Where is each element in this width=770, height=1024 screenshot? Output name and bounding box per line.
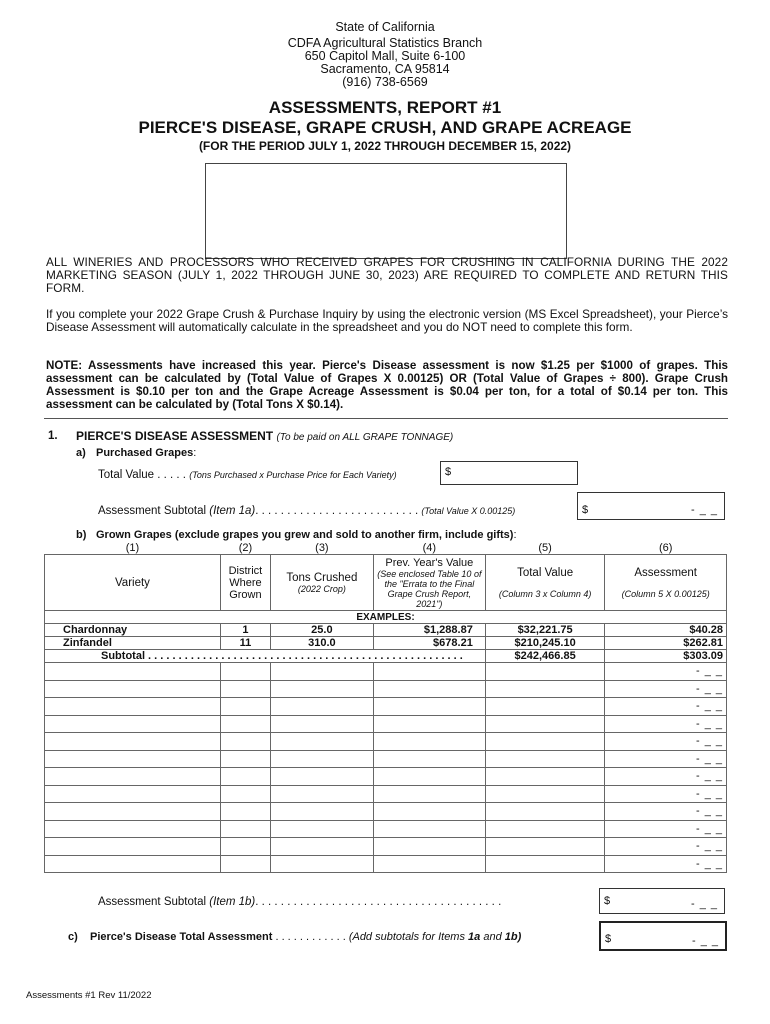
total-assessment-amount: - _ _ bbox=[691, 935, 719, 947]
entry-cell[interactable] bbox=[220, 733, 270, 751]
entry-cell[interactable] bbox=[220, 715, 270, 733]
entry-row[interactable] bbox=[45, 785, 727, 803]
col-district: District Where Grown bbox=[220, 555, 270, 611]
subtotal-1a-label: Assessment Subtotal bbox=[98, 505, 207, 517]
entry-cell[interactable] bbox=[270, 698, 373, 716]
example-prev: $1,288.87 bbox=[373, 624, 485, 637]
entry-cell[interactable] bbox=[270, 733, 373, 751]
subtotal-1a-dots: . . . . . . . . . . . . . . . . . . . . . . . . . . bbox=[255, 505, 419, 517]
entry-cell[interactable] bbox=[485, 680, 605, 698]
example-row bbox=[45, 624, 727, 637]
assessment-note: NOTE: Assessments have increased this year. Pierce's Disease assessment is now $1.25 per $1000 of grapes. This assessment can be calculated by (Total Value of Grapes X 0.00125) OR (Total Value of Grapes ÷ 800). Grape Crush Assessment is $0.10 per ton and the Grape Acreage Assessment is $0.04 per ton, for a total of $0.14 per ton. This assessment can be calculated by (Total Tons X $0.14). bbox=[46, 359, 728, 411]
entry-assessment-cell[interactable]: - _ _ bbox=[605, 785, 727, 803]
item-b-label: b) bbox=[76, 529, 87, 541]
entry-cell[interactable] bbox=[270, 855, 373, 873]
entry-cell[interactable] bbox=[220, 820, 270, 838]
entry-assessment-cell[interactable]: - _ _ bbox=[605, 820, 727, 838]
entry-cell[interactable] bbox=[270, 680, 373, 698]
col-assess bbox=[605, 555, 727, 611]
example-subtotal-total: $242,466.85 bbox=[485, 650, 605, 663]
subtotal-1a-amount: - _ _ bbox=[690, 504, 718, 516]
example-assess: $262.81 bbox=[605, 637, 727, 650]
entry-cell[interactable] bbox=[373, 768, 485, 786]
entry-cell[interactable] bbox=[45, 838, 221, 856]
entry-cell[interactable] bbox=[270, 750, 373, 768]
col-tons-note: (2022 Crop) bbox=[297, 583, 346, 594]
address-label-box[interactable] bbox=[205, 163, 567, 259]
entry-row[interactable] bbox=[45, 715, 727, 733]
example-assess: $40.28 bbox=[605, 624, 727, 637]
example-subtotal-assess: $303.09 bbox=[605, 650, 727, 663]
entry-cell[interactable] bbox=[45, 750, 221, 768]
entry-cell[interactable] bbox=[220, 680, 270, 698]
col-assess-label: Assessment bbox=[634, 566, 698, 579]
col-total-label: Total Value bbox=[517, 566, 574, 579]
col-num: (2) bbox=[238, 541, 253, 554]
total-assessment-dollar: $ bbox=[605, 933, 612, 945]
report-period: (FOR THE PERIOD JULY 1, 2022 THROUGH DECEMBER 15, 2022) bbox=[198, 139, 572, 153]
example-row bbox=[45, 637, 727, 650]
entry-cell[interactable] bbox=[45, 855, 221, 873]
entry-cell[interactable] bbox=[373, 680, 485, 698]
section-divider bbox=[44, 418, 728, 419]
col-num: (1) bbox=[125, 541, 140, 554]
subtotal-1a-dollar: $ bbox=[582, 504, 589, 516]
entry-cell[interactable] bbox=[270, 838, 373, 856]
section-number: 1. bbox=[48, 430, 58, 442]
entry-cell[interactable] bbox=[373, 750, 485, 768]
subtotal-1b-label: Assessment Subtotal bbox=[98, 896, 207, 908]
entry-assessment-cell[interactable]: - _ _ bbox=[605, 663, 727, 681]
total-value-dollar: $ bbox=[445, 466, 452, 478]
total-value-field[interactable] bbox=[440, 461, 578, 485]
agency-branch: CDFA Agricultural Statistics Branch bbox=[287, 36, 483, 50]
entry-cell[interactable] bbox=[220, 768, 270, 786]
entry-cell[interactable] bbox=[373, 733, 485, 751]
entry-cell[interactable] bbox=[485, 803, 605, 821]
entry-cell[interactable] bbox=[485, 715, 605, 733]
total-value-note: (Tons Purchased x Purchase Price for Each Variety) bbox=[189, 470, 397, 480]
section-title-note: (To be paid on ALL GRAPE TONNAGE) bbox=[276, 432, 454, 443]
entry-cell[interactable] bbox=[485, 733, 605, 751]
entry-assessment-cell[interactable]: - _ _ bbox=[605, 803, 727, 821]
entry-row[interactable] bbox=[45, 663, 727, 681]
entry-cell[interactable] bbox=[270, 768, 373, 786]
col-num: (6) bbox=[658, 541, 673, 554]
entry-cell[interactable] bbox=[45, 680, 221, 698]
entry-cell[interactable] bbox=[485, 698, 605, 716]
entry-cell[interactable] bbox=[45, 785, 221, 803]
entry-cell[interactable] bbox=[220, 750, 270, 768]
entry-row[interactable] bbox=[45, 698, 727, 716]
col-tons bbox=[270, 555, 373, 611]
col-total-note: (Column 3 x Column 4) bbox=[498, 588, 592, 599]
subtotal-1b-amount: - _ _ bbox=[690, 898, 718, 910]
example-district: 11 bbox=[220, 637, 270, 650]
entry-cell[interactable] bbox=[373, 663, 485, 681]
entry-cell[interactable] bbox=[45, 733, 221, 751]
entry-cell[interactable] bbox=[220, 855, 270, 873]
col-num: (5) bbox=[538, 541, 552, 554]
item-c-label: c) bbox=[68, 931, 78, 943]
entry-cell[interactable] bbox=[485, 768, 605, 786]
entry-row[interactable] bbox=[45, 680, 727, 698]
entry-cell[interactable] bbox=[373, 715, 485, 733]
item-c-title: Pierce's Disease Total Assessment bbox=[90, 931, 273, 943]
agency-phone: (916) 738-6569 bbox=[342, 75, 428, 89]
entry-cell[interactable] bbox=[220, 785, 270, 803]
entry-cell[interactable] bbox=[45, 698, 221, 716]
entry-cell[interactable] bbox=[485, 663, 605, 681]
entry-cell[interactable] bbox=[270, 715, 373, 733]
entry-cell[interactable] bbox=[45, 820, 221, 838]
intro-electronic-note: If you complete your 2022 Grape Crush & Purchase Inquiry by using the electronic version (MS Excel Spreadsheet), your Pierce’s Disease Assessment will automatically calculate in the spreadsheet and you do NOT need to complete this form. bbox=[46, 307, 728, 334]
item-b-title: Grown Grapes (exclude grapes you grew and sold to another firm, include gifts) bbox=[96, 529, 514, 541]
form-revision: Assessments #1 Rev 11/2022 bbox=[26, 990, 152, 1001]
example-subtotal-row bbox=[45, 650, 727, 663]
example-tons: 25.0 bbox=[270, 624, 373, 637]
example-variety: Chardonnay bbox=[45, 624, 221, 637]
item-b-colon: : bbox=[513, 529, 517, 541]
grown-grapes-table bbox=[44, 541, 727, 873]
entry-assessment-cell[interactable]: - _ _ bbox=[605, 768, 727, 786]
agency-address: 650 Capitol Mall, Suite 6-100 bbox=[304, 49, 466, 63]
entry-cell[interactable] bbox=[485, 855, 605, 873]
subtotal-1a-item: (Item 1a) bbox=[209, 505, 256, 517]
col-assess-note: (Column 5 X 0.00125) bbox=[621, 588, 710, 599]
col-variety: Variety bbox=[45, 555, 221, 611]
col-total bbox=[485, 555, 605, 611]
example-district: 1 bbox=[220, 624, 270, 637]
entry-cell[interactable] bbox=[220, 663, 270, 681]
entry-row[interactable] bbox=[45, 855, 727, 873]
entry-cell[interactable] bbox=[270, 663, 373, 681]
subtotal-1b-dots: . . . . . . . . . . . . . . . . . . . . . . . . . . . . . . . . . . . . . . . bbox=[255, 896, 502, 908]
item-a-label: a) bbox=[76, 447, 86, 459]
col-prev-label: Prev. Year's Value bbox=[385, 557, 474, 569]
entry-cell[interactable] bbox=[220, 698, 270, 716]
entry-assessment-cell[interactable]: - _ _ bbox=[605, 698, 727, 716]
entry-row[interactable] bbox=[45, 750, 727, 768]
subtotal-1b-field[interactable] bbox=[599, 888, 725, 914]
example-tons: 310.0 bbox=[270, 637, 373, 650]
entry-cell[interactable] bbox=[270, 785, 373, 803]
entry-cell[interactable] bbox=[485, 785, 605, 803]
section-title: PIERCE'S DISEASE ASSESSMENT bbox=[76, 429, 274, 443]
agency-city: Sacramento, CA 95814 bbox=[320, 62, 450, 76]
entry-cell[interactable] bbox=[485, 750, 605, 768]
entry-row[interactable] bbox=[45, 768, 727, 786]
example-variety: Zinfandel bbox=[45, 637, 221, 650]
subtotal-1b-dollar: $ bbox=[604, 895, 611, 907]
subtotal-1b-item: (Item 1b) bbox=[209, 896, 256, 908]
total-assessment-field[interactable] bbox=[599, 921, 727, 951]
entry-cell[interactable] bbox=[220, 838, 270, 856]
col-tons-label: Tons Crushed bbox=[286, 571, 358, 584]
entry-assessment-cell[interactable]: - _ _ bbox=[605, 750, 727, 768]
entry-cell[interactable] bbox=[373, 820, 485, 838]
entry-assessment-cell[interactable]: - _ _ bbox=[605, 715, 727, 733]
item-a-title: Purchased Grapes bbox=[96, 447, 194, 459]
col-prev bbox=[373, 555, 485, 611]
entry-cell[interactable] bbox=[45, 768, 221, 786]
subtotal-1a-field[interactable] bbox=[577, 492, 725, 520]
intro-requirement: ALL WINERIES AND PROCESSORS WHO RECEIVED GRAPES FOR CRUSHING IN CALIFORNIA DURING THE 2022 MARKETING SEASON (JULY 1, 2022 THROUGH JUNE 30, 2023) ARE REQUIRED TO COMPLETE AND RETURN THIS FORM. bbox=[46, 255, 728, 295]
entry-cell[interactable] bbox=[485, 838, 605, 856]
entry-cell[interactable] bbox=[45, 663, 221, 681]
example-total: $32,221.75 bbox=[485, 624, 605, 637]
entry-cell[interactable] bbox=[485, 820, 605, 838]
example-total: $210,245.10 bbox=[485, 637, 605, 650]
entry-row[interactable] bbox=[45, 803, 727, 821]
total-value-label: Total Value . . . . . bbox=[98, 469, 186, 481]
entry-cell[interactable] bbox=[373, 698, 485, 716]
entry-assessment-cell[interactable]: - _ _ bbox=[605, 680, 727, 698]
entry-assessment-cell[interactable]: - _ _ bbox=[605, 855, 727, 873]
entry-cell[interactable] bbox=[373, 855, 485, 873]
examples-label: EXAMPLES: bbox=[45, 611, 727, 624]
entry-cell[interactable] bbox=[373, 803, 485, 821]
col-num: (4) bbox=[422, 541, 437, 554]
item-c-dots: . . . . . . . . . . . . bbox=[275, 931, 346, 943]
entry-cell[interactable] bbox=[220, 803, 270, 821]
entry-cell[interactable] bbox=[373, 838, 485, 856]
report-subtitle: PIERCE'S DISEASE, GRAPE CRUSH, AND GRAPE ACREAGE bbox=[138, 118, 632, 137]
entry-row[interactable] bbox=[45, 733, 727, 751]
entry-row[interactable] bbox=[45, 838, 727, 856]
entry-cell[interactable] bbox=[270, 820, 373, 838]
entry-row[interactable] bbox=[45, 820, 727, 838]
entry-cell[interactable] bbox=[45, 715, 221, 733]
agency-state: State of California bbox=[335, 20, 435, 34]
report-title: ASSESSMENTS, REPORT #1 bbox=[268, 98, 502, 117]
entry-cell[interactable] bbox=[270, 803, 373, 821]
entry-cell[interactable] bbox=[45, 803, 221, 821]
entry-cell[interactable] bbox=[373, 785, 485, 803]
col-num: (3) bbox=[315, 541, 329, 554]
col-prev-note: (See enclosed Table 10 of the "Errata to the Final Grape Crush Report, 2021") bbox=[377, 569, 482, 609]
entry-assessment-cell[interactable]: - _ _ bbox=[605, 733, 727, 751]
entry-assessment-cell[interactable]: - _ _ bbox=[605, 838, 727, 856]
example-prev: $678.21 bbox=[373, 637, 485, 650]
item-c-note: (Add subtotals for Items 1a and 1b) bbox=[348, 931, 522, 943]
subtotal-1a-note: (Total Value X 0.00125) bbox=[421, 506, 516, 516]
example-subtotal-label: Subtotal . . . . . . . . . . . . . . . . . . . . . . . . . . . . . . . . . . . . . . . . . . . . . . . . . . . . bbox=[45, 650, 486, 663]
